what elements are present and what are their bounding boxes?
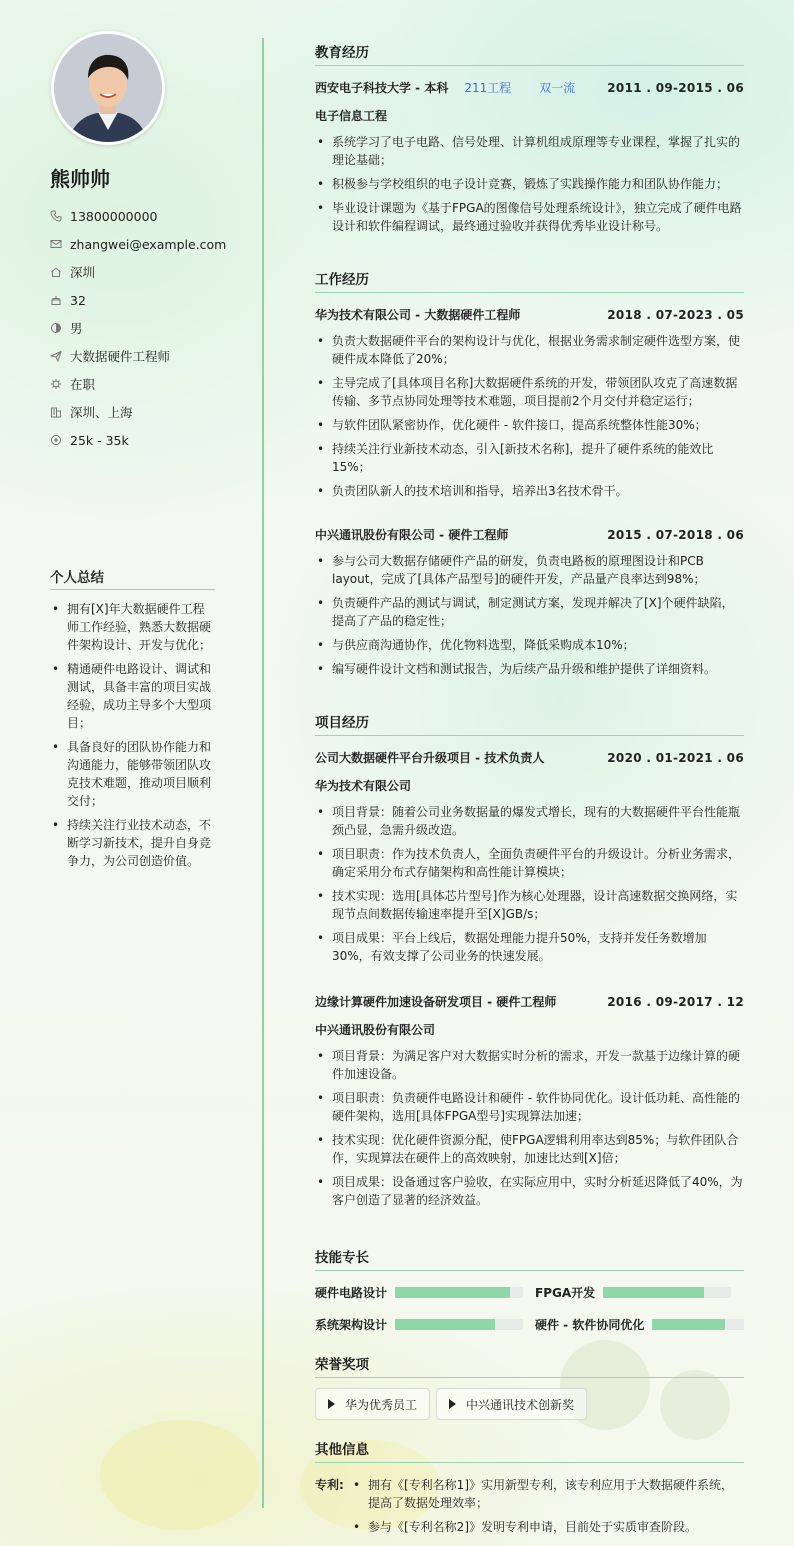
info-gender-text: 男	[70, 321, 83, 336]
projects-heading: 项目经历	[315, 711, 744, 736]
project-item: • 技术实现：优化硬件资源分配，使FPGA逻辑利用率达到85%；与软件团队合作，实现算法在硬件上的高效映射，加速比达到[X]倍；	[315, 1131, 744, 1167]
job-item: • 持续关注行业新技术动态，引入[新技术名称]，提升了硬件系统的能效比15%；	[315, 440, 744, 476]
job-item: • 参与公司大数据存储硬件产品的研发，负责电路板的原理图设计和PCB layout，完成了[具体产品型号]的硬件开发，产品量产良率达到98%；	[315, 552, 744, 588]
education-date: 2011 . 09-2015 . 06	[607, 80, 744, 95]
background-decoration	[660, 1370, 730, 1440]
education-list	[315, 133, 744, 241]
sidebar	[0, 0, 262, 1546]
money-icon	[50, 434, 62, 446]
info-phone	[50, 202, 250, 230]
summary-list	[50, 600, 215, 876]
skill-item	[535, 1316, 744, 1333]
education-item: • 系统学习了电子电路、信号处理、计算机组成原理等专业课程，掌握了扎实的理论基础；	[315, 133, 744, 169]
phone-icon	[50, 210, 62, 222]
skill-bar	[652, 1319, 744, 1330]
award-chip	[315, 1388, 430, 1420]
summary-item: • 持续关注行业技术动态，不断学习新技术，提升自身竞争力，为公司创造价值。	[50, 816, 215, 870]
job-date: 2015 . 07-2018 . 06	[607, 527, 744, 542]
status-icon	[50, 378, 62, 390]
info-job	[50, 342, 250, 370]
play-icon	[449, 1399, 456, 1409]
skill-bar-fill	[652, 1319, 725, 1330]
info-age-text: 32	[70, 292, 86, 308]
avatar-portrait-icon	[54, 34, 162, 142]
skill-item	[315, 1316, 523, 1333]
info-email	[50, 230, 250, 258]
job-list	[315, 332, 744, 506]
project-item: • 项目成果：平台上线后，数据处理能力提升50%，支持并发任务数增加30%，有效支撑了公司业务的快速发展。	[315, 929, 744, 965]
skill-bar-fill	[395, 1287, 510, 1298]
job-item: • 与软件团队紧密协作，优化硬件 - 软件接口，提高系统整体性能30%；	[315, 416, 744, 434]
project-item: • 项目职责：作为技术负责人，全面负责硬件平台的升级设计。分析业务需求，确定采用分布式存储架构和高性能计算模块；	[315, 845, 744, 881]
job-heading: 华为技术有限公司 - 大数据硬件工程师	[315, 308, 521, 322]
education-item: • 毕业设计课题为《基于FPGA的图像信号处理系统设计》，独立完成了硬件电路设计和软件编程调试，最终通过验收并获得优秀毕业设计称号。	[315, 199, 744, 235]
column-divider	[262, 38, 264, 1508]
patent-label: 专利:	[315, 1478, 344, 1492]
skill-bar	[395, 1319, 523, 1330]
info-status-text: 在职	[70, 377, 96, 392]
skill-name: 硬件电路设计	[315, 1286, 388, 1300]
job-item: • 负责团队新人的技术培训和指导，培养出3名技术骨干。	[315, 482, 744, 500]
info-gender	[50, 314, 250, 342]
info-phone-text: 13800000000	[70, 208, 158, 224]
summary-item: • 拥有[X]年大数据硬件工程师工作经验，熟悉大数据硬件架构设计、开发与优化；	[50, 600, 215, 654]
info-location-text: 深圳、上海	[70, 405, 133, 420]
skill-bar	[395, 1287, 523, 1298]
project-item: • 项目职责：负责硬件电路设计和硬件 - 软件协同优化。设计低功耗、高性能的硬件架构，选用[具体FPGA型号]实现算法加速；	[315, 1089, 744, 1125]
info-age	[50, 286, 250, 314]
patent-item: • 参与《[专利名称2]》发明专利申请，目前处于实质审查阶段。	[351, 1518, 744, 1536]
project-company: 华为技术有限公司	[315, 779, 412, 793]
avatar	[51, 31, 165, 145]
job-item: • 与供应商沟通协作，优化物料选型，降低采购成本10%；	[315, 636, 744, 654]
info-email-text: zhangwei@example.com	[70, 236, 227, 252]
award-label: 华为优秀员工	[345, 1397, 418, 1412]
summary-item: • 精通硬件电路设计、调试和测试，具备丰富的项目实战经验，成功主导多个大型项目；	[50, 660, 215, 732]
skill-bar-fill	[603, 1287, 704, 1298]
skill-name: FPGA开发	[535, 1286, 596, 1300]
skill-name: 硬件 - 软件协同优化	[535, 1318, 645, 1332]
send-icon	[50, 350, 62, 362]
award-chip	[436, 1388, 587, 1420]
building-icon	[50, 406, 62, 418]
education-tag: 双一流	[539, 81, 576, 95]
project-item: • 项目成果：设备通过客户验收，在实际应用中，实时分析延迟降低了40%，为客户创造了显著的经济效益。	[315, 1173, 744, 1209]
project-date: 2016 . 09-2017 . 12	[607, 994, 744, 1009]
project-row	[315, 749, 744, 766]
education-heading: 教育经历	[315, 41, 744, 66]
info-salary-text: 25k - 35k	[70, 432, 129, 448]
summary-item: • 具备良好的团队协作能力和沟通能力，能够带领团队攻克技术难题，推动项目顺利交付；	[50, 738, 215, 810]
award-label: 中兴通讯技术创新奖	[466, 1397, 575, 1412]
other-heading: 其他信息	[315, 1438, 744, 1463]
project-list	[315, 1047, 744, 1215]
job-row	[315, 306, 744, 323]
project-item: • 技术实现：选用[具体芯片型号]作为核心处理器，设计高速数据交换网络，实现节点间数据传输速率提升至[X]GB/s；	[315, 887, 744, 923]
job-item: • 主导完成了[具体项目名称]大数据硬件系统的开发，带领团队攻克了高速数据传输、多节点协同处理等技术难题，项目提前2个月交付并稳定运行；	[315, 374, 744, 410]
skill-item	[535, 1284, 731, 1301]
summary-heading: 个人总结	[50, 566, 215, 590]
skill-name: 系统架构设计	[315, 1318, 388, 1332]
skill-bar-fill	[395, 1319, 495, 1330]
job-list	[315, 552, 744, 684]
home-icon	[50, 266, 62, 278]
info-job-text: 大数据硬件工程师	[70, 349, 171, 364]
info-salary	[50, 426, 250, 454]
job-item: • 负责大数据硬件平台的架构设计与优化，根据业务需求制定硬件选型方案，使硬件成本降低了20%；	[315, 332, 744, 368]
education-row	[315, 79, 744, 96]
skill-bar	[603, 1287, 731, 1298]
awards-heading: 荣誉奖项	[315, 1353, 744, 1378]
job-heading: 中兴通讯股份有限公司 - 硬件工程师	[315, 528, 509, 542]
contact-info-list	[50, 202, 250, 454]
skill-item	[315, 1284, 523, 1301]
project-item: • 项目背景：随着公司业务数据量的爆发式增长，现有的大数据硬件平台性能瓶颈凸显，急需升级改造。	[315, 803, 744, 839]
info-city	[50, 258, 250, 286]
job-item: • 负责硬件产品的测试与调试，制定测试方案，发现并解决了[X]个硬件缺陷，提高了产品的稳定性；	[315, 594, 744, 630]
patent-item: • 拥有《[专利名称1]》实用新型专利，该专利应用于大数据硬件系统，提高了数据处理效率；	[351, 1476, 744, 1512]
job-item: • 编写硬件设计文档和测试报告，为后续产品升级和维护提供了详细资料。	[315, 660, 744, 678]
skills-heading: 技能专长	[315, 1246, 744, 1271]
info-location	[50, 398, 250, 426]
info-status	[50, 370, 250, 398]
profile-name: 熊帅帅	[50, 167, 110, 191]
play-icon	[328, 1399, 335, 1409]
project-list	[315, 803, 744, 971]
project-date: 2020 . 01-2021 . 06	[607, 750, 744, 765]
job-date: 2018 . 07-2023 . 05	[607, 307, 744, 322]
mail-icon	[50, 238, 62, 250]
project-item: • 项目背景：为满足客户对大数据实时分析的需求，开发一款基于边缘计算的硬件加速设备。	[315, 1047, 744, 1083]
project-row	[315, 993, 744, 1010]
gender-icon	[50, 322, 62, 334]
education-item: • 积极参与学校组织的电子设计竞赛，锻炼了实践操作能力和团队协作能力；	[315, 175, 744, 193]
education-school-wrap	[315, 79, 575, 96]
age-icon	[50, 294, 62, 306]
project-heading: 公司大数据硬件平台升级项目 - 技术负责人	[315, 751, 545, 765]
education-school: 西安电子科技大学 - 本科	[315, 81, 449, 95]
patent-list	[351, 1476, 744, 1542]
job-row	[315, 526, 744, 543]
project-company: 中兴通讯股份有限公司	[315, 1023, 436, 1037]
project-heading: 边缘计算硬件加速设备研发项目 - 硬件工程师	[315, 995, 557, 1009]
education-major: 电子信息工程	[315, 109, 388, 123]
education-tag: 211工程	[464, 81, 512, 95]
work-heading: 工作经历	[315, 268, 744, 293]
info-city-text: 深圳	[70, 265, 96, 280]
